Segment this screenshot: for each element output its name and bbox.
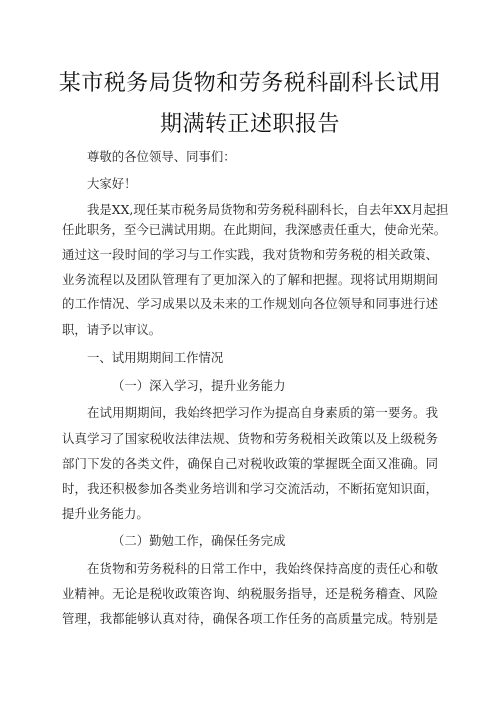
document-title-line-2: 期满转正述职报告 xyxy=(159,112,340,137)
paragraph-line: 提升业务能力。 xyxy=(62,506,149,521)
subsection-heading: （二）勤勉工作，确保任务完成 xyxy=(112,533,286,548)
paragraph-line: 在货物和劳务税科的日常工作中，我始终保持高度的责任心和敬 xyxy=(87,561,438,576)
paragraph-line: 认真学习了国家税收法律法规、货物和劳务税相关政策以及上级税务 xyxy=(62,431,438,446)
paragraph-line: 时，我还积极参加各类业务培训和学习交流活动，不断拓宽知识面， xyxy=(62,481,438,496)
subsection-heading: （一）深入学习，提升业务能力 xyxy=(112,378,286,393)
document-title-line-1: 某市税务局货物和劳务税科副科长试用 xyxy=(58,71,442,96)
paragraph-line: 我是XX,现任某市税务局货物和劳务税科副科长，自去年XX月起担 xyxy=(87,202,449,217)
paragraph-line: 的工作情况、学习成果以及未来的工作规划向各位领导和同事进行述 xyxy=(62,296,438,311)
paragraph-line: 职，请予以审议。 xyxy=(62,322,162,337)
paragraph-line: 管理，我都能够认真对待，确保各项工作任务的高质量完成。特别是 xyxy=(62,611,438,626)
paragraph-line: 通过这一段时间的学习与工作实践，我对货物和劳务税的相关政策、 xyxy=(62,247,438,262)
greeting: 大家好！ xyxy=(87,176,137,191)
paragraph-line: 部门下发的各类文件，确保自己对税收政策的掌握既全面又准确。同 xyxy=(62,456,438,471)
paragraph-line: 在试用期期间，我始终把学习作为提高自身素质的第一要务。我 xyxy=(87,405,438,420)
paragraph-line: 任此职务，至今已满试用期。在此期间，我深感责任重大，使命光荣。 xyxy=(62,222,447,237)
paragraph-line: 业精神。无论是税收政策咨询、纳税服务指导，还是税务稽查、风险 xyxy=(62,586,438,601)
paragraph-line: 业务流程以及团队管理有了更加深入的了解和把握。现将试用期期间 xyxy=(62,272,438,287)
section-heading: 一、试用期期间工作情况 xyxy=(87,350,224,365)
salutation: 尊敬的各位领导、同事们： xyxy=(87,149,236,164)
